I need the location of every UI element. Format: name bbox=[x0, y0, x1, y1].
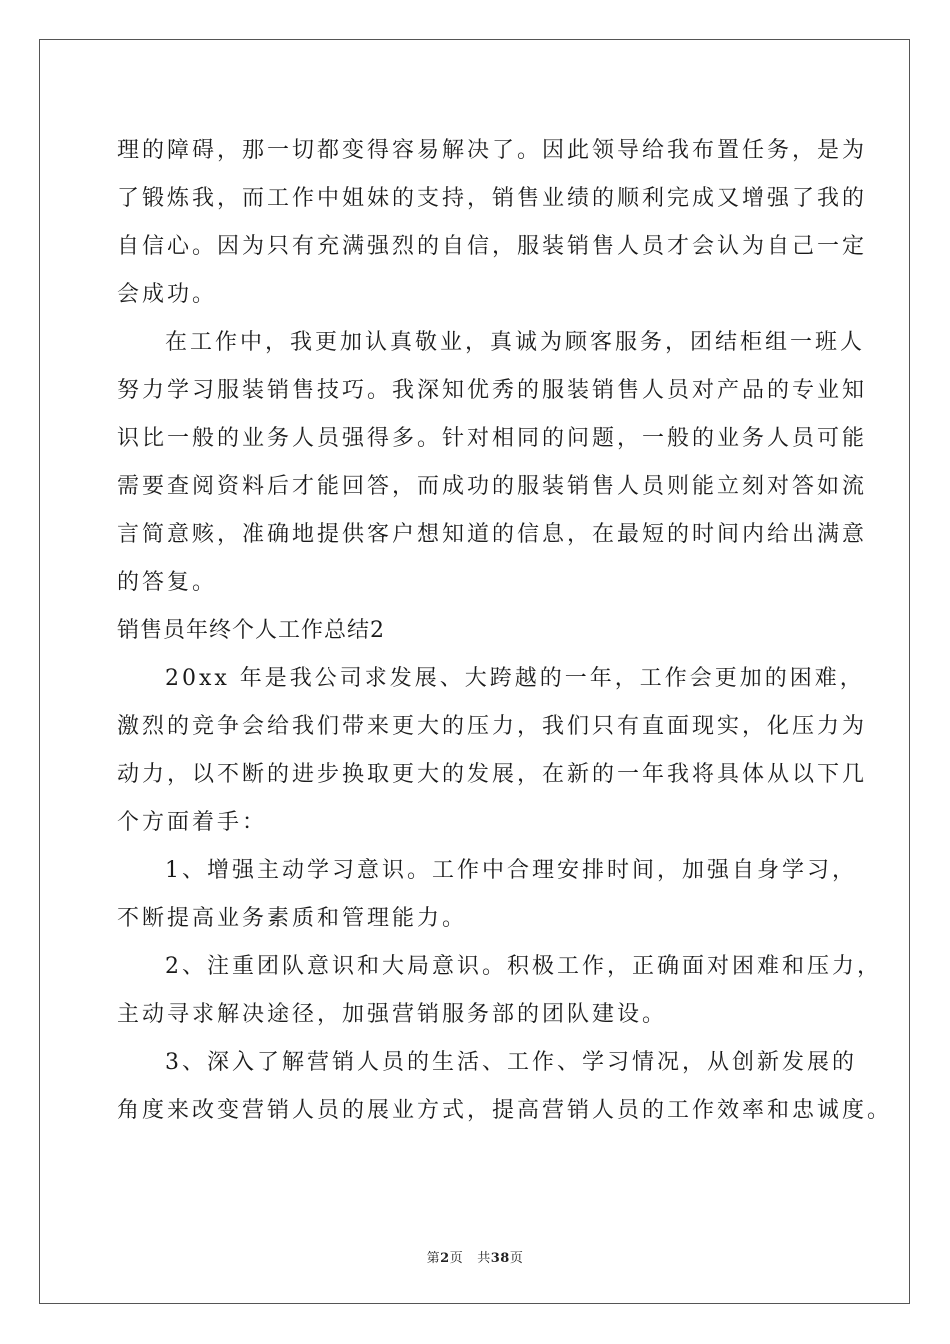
text-line: 需要查阅资料后才能回答，而成功的服装销售人员则能立刻对答如流 bbox=[117, 474, 868, 499]
text-line: 理的障碍，那一切都变得容易解决了。因此领导给我布置任务，是为 bbox=[117, 138, 868, 163]
text-line: 努力学习服装销售技巧。我深知优秀的服装销售人员对产品的专业知 bbox=[117, 378, 868, 403]
page-number: 2 bbox=[440, 1251, 450, 1266]
text-line: 个方面着手： bbox=[117, 810, 268, 835]
paragraph-start-line: 在工作中，我更加认真敬业，真诚为顾客服务，团结柜组一班人 bbox=[165, 330, 866, 355]
total-suffix: 页 bbox=[509, 1251, 524, 1266]
section-heading: 销售员年终个人工作总结2 bbox=[117, 618, 385, 643]
total-pages: 38 bbox=[490, 1251, 510, 1266]
list-item-1: 1、增强主动学习意识。工作中合理安排时间，加强自身学习， bbox=[165, 858, 857, 883]
text-line: 自信心。因为只有充满强烈的自信，服装销售人员才会认为自己一定 bbox=[117, 234, 868, 259]
list-item-3: 3、深入了解营销人员的生活、工作、学习情况，从创新发展的 bbox=[165, 1050, 857, 1075]
page-prefix: 第 bbox=[426, 1251, 441, 1266]
text-line: 言简意赅，准确地提供客户想知道的信息，在最短的时间内给出满意 bbox=[117, 522, 868, 547]
text-line: 角度来改变营销人员的展业方式，提高营销人员的工作效率和忠诚度。 bbox=[117, 1098, 893, 1123]
text-line: 不断提高业务素质和管理能力。 bbox=[117, 906, 468, 931]
list-item-2: 2、注重团队意识和大局意识。积极工作，正确面对困难和压力， bbox=[165, 954, 882, 979]
text-line: 动力，以不断的进步换取更大的发展，在新的一年我将具体从以下几 bbox=[117, 762, 868, 787]
page-suffix: 页 bbox=[449, 1251, 464, 1266]
text-line: 主动寻求解决途径，加强营销服务部的团队建设。 bbox=[117, 1002, 668, 1027]
text-line: 的答复。 bbox=[117, 570, 218, 595]
paragraph-start-line: 20xx 年是我公司求发展、大跨越的一年，工作会更加的困难， bbox=[165, 666, 865, 691]
text-line: 识比一般的业务人员强得多。针对相同的问题，一般的业务人员可能 bbox=[117, 426, 868, 451]
total-prefix: 共 bbox=[477, 1251, 491, 1266]
text-line: 了锻炼我，而工作中姐妹的支持，销售业绩的顺利完成又增强了我的 bbox=[117, 186, 868, 211]
document-body bbox=[117, 127, 893, 1135]
page-footer bbox=[0, 1247, 950, 1266]
text-line: 激烈的竞争会给我们带来更大的压力，我们只有直面现实，化压力为 bbox=[117, 714, 868, 739]
text-line: 会成功。 bbox=[117, 282, 218, 307]
